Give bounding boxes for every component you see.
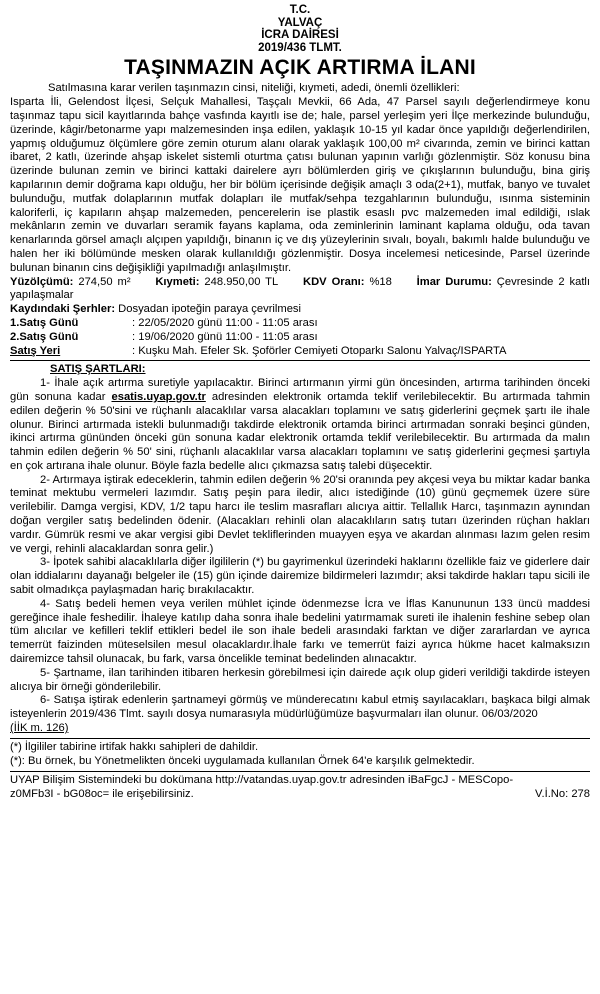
sale-day-1-value: : 22/05/2020 günü 11:00 - 11:05 arası <box>132 316 318 329</box>
page-title: TAŞINMAZIN AÇIK ARTIRMA İLANI <box>124 56 476 80</box>
registered-terms-value: Dosyadan ipoteğin paraya çevrilmesi <box>115 303 302 316</box>
kdv-label: KDV Oranı: <box>303 275 365 288</box>
term-5: 5- Şartname, ilan tarihinden itibaren herkesin görebilmesi için dairede açık olup gideri verildiği takdirde isteyen alıcıya bir örneği gönderilebilir. <box>10 666 590 693</box>
divider <box>10 360 590 361</box>
header-town: YALVAÇ <box>277 16 323 29</box>
term-6: 6- Satışa iştirak edenlerin şartnameyi görmüş ve münderecatını kabul etmiş sayılacakları, başkaca bilgi almak isteyenlerin 2019/436 Tlmt. sayılı dosya numarasıyla müdürlüğümüze başvurmaları ilan olunur. 06/03/2020 <box>10 694 590 721</box>
footer-line-2-row <box>10 788 590 802</box>
sale-day-2 <box>10 331 590 345</box>
kdv-value: %18 <box>364 275 392 288</box>
sale-day-2-label: 2.Satış Günü <box>10 330 79 343</box>
term-4: 4- Satış bedeli hemen veya verilen mühlet içinde ödenmezse İcra ve İflas Kanununun 133 üncü maddesi gereğince ihale feshedilir. İhaleye katılıp daha sonra ihale bedelini yatırmamak sureti ile ihalenin feshine sebep olan tüm alıcılar ve kefilleri teklif ettikleri bedel ile son ihale bedeli arasındaki farktan ve diğer zararlardan ve ayrıca temerrüt faizinden müteselsilen mesul olacaklardır.İhale farkı ve temerrüt faizi ayrıca hükme hacet kalmaksızın dairemizce tahsil olunacak, bu fark, varsa öncelikle teminat bedelinden alınacaktır. <box>10 597 590 666</box>
terms-title: SATIŞ ŞARTLARI: <box>50 363 146 376</box>
sale-location-value: : Kuşku Mah. Efeler Sk. Şoförler Cemiyeti Otoparkı Salonu Yalvaç/ISPARTA <box>132 344 507 357</box>
sale-day-2-value: : 19/06/2020 günü 11:00 - 11:05 arası <box>132 330 318 343</box>
registered-terms-line <box>10 303 590 317</box>
footer <box>10 774 590 802</box>
term-1-text-b: adresinden elektronik ortamda teklif verilebilecektir. Bu artırmada tahmin edilen değerin % 50'sini ve rüçhanlı alacaklılar varsa alacakları toplamını ve satış giderlerini geçmek şartı ile ihale olunur. Birinci artırmada istekli bulunmadığı takdirde elektronik ortamda birinci artırmadan sonraki beşinci günden, ikinci artırma gününden önceki gün sonuna kadar elektronik ortamda teklif verilebilecektir. Bu artırmada da malın tahmin edilen değerin % 50' sini, rüçhanlı alacaklılar varsa alacakları toplamını ve satış giderlerini geçmesi şartıyla en çok artırana ihale olunur. Böyle fazla bedelle alıcı çıkmazsa satış talebi düşecektir. <box>10 390 591 472</box>
footer-code: V.İ.No: 278 <box>535 788 590 801</box>
intro-paragraph: Satılmasına karar verilen taşınmazın cinsi, niteliği, kıymeti, adedi, önemli özellikleri: <box>48 82 460 95</box>
zoning-value: Çevresinde 2 katlı yapılaşmalar <box>10 275 591 302</box>
footer-divider <box>10 771 590 772</box>
footer-line-1: UYAP Bilişim Sistemindeki bu dokümana http://vatandas.uyap.gov.tr adresinden iBaFgcJ - MESCopo- <box>10 774 514 787</box>
sale-day-1 <box>10 317 590 331</box>
value-label: Kıymeti: <box>155 275 200 288</box>
term-1-text-a: 1- İhale açık artırma suretiyle yapılacaktır. Birinci artırmanın yirmi gün öncesinden, artırma tarihinden önceki gün sonuna kadar <box>10 377 590 403</box>
esatis-link[interactable]: esatis.uyap.gov.tr <box>111 390 206 403</box>
note-1: (*) İlgililer tabirine irtifak hakkı sahipleri de dahildir. <box>10 740 259 753</box>
property-description: Isparta İli, Gelendost İlçesi, Selçuk Mahallesi, Taşçalı Mevkii, 66 Ada, 47 Parsel sayılı değerlendirmeye konu taşınmaz tapu sicil kayıtlarında bahçe vasfında kayıtlı ise de; hale, parsel yerleşim yeri İlçe merkezinde bulunduğu, üzerinde, kâgir/betonarme yapı malzemesinden inşa edilen, yaklaşık 10-15 yıl kadar önce yapıldığı değerlendirilen, yapmış olduğumuz ölçümlere göre zemin oturum alanı olarak yaklaşık 100,00 m² civarında, zemin ve birinci kattan ibaret, 2 katlı, üzerinde ahşap iskelet sistemli oturtma çatısı bulunan yapının varlığı gözlenmiştir. Söz konusu bina üzerinde bulunan zemin ve birinci kattaki dairelere ayrı bölümlerden giriş ve çıkışlarının bulunduğu, bina giriş kapılarının demir doğrama kapı olduğu, her bir bölüm içerisinde değişik amaçlı 3 oda(2+1), mutfak, banyo ve tuvalet bulunduğu, mutfak dolaplarının mutfak dolapları ile mutfak/sehpa tezgahlarının bulunduğu, ısınma sisteminin kaloriferli, iç kapıların ahşap malzemeden, pencerelerin ise plastik esaslı pvc malzemeden imal edildiği, ıslak mekânların zemin ve duvarları seramik fayans kaplama, oda zeminlerinin laminant kaplama olduğu, oda tavan kenarlarında görsel amaçlı alçıpen yapıldığı, binanın iç ve dış yüzeylerinin sıvalı, boyalı, bakımlı halde bulunduğu ve halen her iki bölümünde mesken olarak kullanıldığı gözlenmiştir. Dosya incelemesi neticesinde, Parsel üzerinde bulunan binanın cins değişikliği yapılmadığı anlaşılmıştır. <box>10 96 590 274</box>
sale-day-1-label: 1.Satış Günü <box>10 316 79 329</box>
term-1 <box>10 377 590 474</box>
sale-location-label: Satış Yeri <box>10 344 61 357</box>
zoning-label: İmar Durumu: <box>416 275 492 288</box>
property-info-line <box>10 276 590 304</box>
header-file-number: 2019/436 TLMT. <box>258 41 342 54</box>
registered-terms-label: Kaydındaki Şerhler: <box>10 303 116 316</box>
term-2: 2- Artırmaya iştirak edeceklerin, tahmin edilen değerin % 20'si oranında pey akçesi veya bu miktar kadar banka teminat mektubu vermeleri lazımdır. Satış peşin para iledir, alıcı istediğinde (10) günü geçmemek üzere süre verilebilir. Damga vergisi, KDV, 1/2 tapu harcı ile teslim masrafları alıcıya aittir. Tellallık Harcı, taşınmazın aynından doğan vergiler satış bedelinden ödenir. (Alacakları rehinli olan alacaklıların satış tutarı üzerinden rüçhan hakları vardır. Gümrük resmi ve akar vergisi gibi Devlet tekliflerinden muayyen eşya ve akardan alınması lazım gelen resim ve vergi, rehinli alacaklardan sonra gelir.) <box>10 473 590 555</box>
header-country: T.C. <box>289 4 311 16</box>
area-label: Yüzölçümü: <box>10 275 74 288</box>
footer-line-2: z0MFb3I - bG08oc= ile erişebilirsiniz. <box>10 788 194 801</box>
header-block <box>10 4 590 54</box>
term-3: 3- İpotek sahibi alacaklılarla diğer ilgililerin (*) bu gayrimenkul üzerindeki haklarını özellikle faiz ve giderlere dair olan iddialarını dayanağı belgeler ile (15) gün içinde dairemize bildirmeleri lazımdır; aksi takdirde hakları tapu sicili ile sabit olmadıkça paylaşmadan hariç bırakılacaktır. <box>10 556 590 597</box>
value-amount: 248.950,00 TL <box>199 275 279 288</box>
area-value: 274,50 m² <box>73 275 131 288</box>
legal-reference: (İİK m. 126) <box>10 722 69 735</box>
note-2: (*): Bu örnek, bu Yönetmelikten önceki uygulamada kullanılan Örnek 64'e karşılık gelmektedir. <box>10 754 475 767</box>
notes-divider <box>10 738 590 739</box>
header-office: İCRA DAİRESİ <box>261 29 339 42</box>
sale-location <box>10 345 590 359</box>
